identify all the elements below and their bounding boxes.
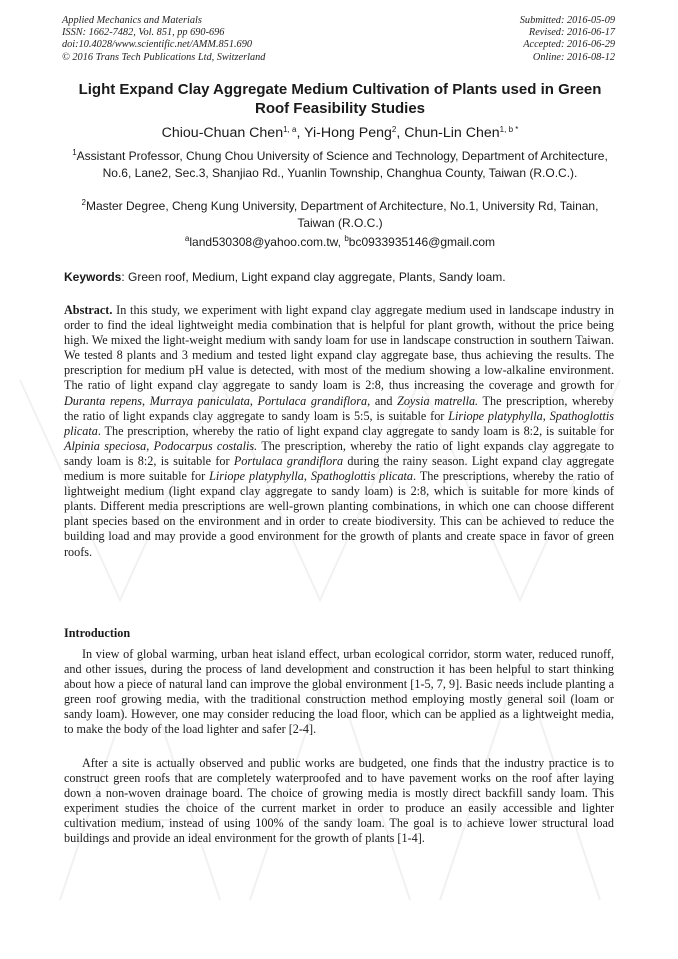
author-emails	[64, 234, 616, 250]
species-name: Podocarpus costalis.	[153, 438, 258, 453]
affiliation-2	[64, 198, 616, 231]
email-marker: a	[184, 234, 190, 243]
intro-paragraph-2: After a site is actually observed and public works are budgeted, one finds that the industry practice is to construct green roofs that are completely waterproofed and to have pavement works on the roof after laying down a non-woven drainage board. The choice of growing media is mostly direct backfill sandy loam. This experiment studies the choice of the current market in order to produce an easily accessible and lighter cultivation medium, instead of using 100% of the sandy loam. The goal is to achieve lower structural load buildings and provide an ideal environment for the growth of plants [1-4].	[64, 756, 614, 846]
author-affiliation-marker: 1, a	[283, 125, 297, 134]
abstract-text: ,	[249, 393, 258, 408]
abstract-text: . The prescription, whereby the ratio of light expand clay aggregate to sandy loam is 8:2, is suitable for	[97, 423, 614, 438]
abstract-text: during the rainy season. Light expand clay aggregate medium is more suitable for	[64, 453, 614, 484]
email-marker: b	[344, 234, 349, 243]
species-name: Liriope platyphylla	[209, 469, 304, 484]
author-name: Chun-Lin Chen	[404, 125, 500, 141]
abstract-label: Abstract.	[64, 303, 113, 317]
abstract-body	[64, 303, 614, 559]
abstract-text: ,	[142, 393, 150, 408]
email-address: land530308@yahoo.com.tw,	[189, 235, 345, 249]
species-name: Duranta repens	[64, 393, 142, 408]
date-submitted: Submitted: 2016-05-09	[519, 15, 615, 26]
author-affiliation-marker: 1, b *	[499, 125, 519, 134]
intro-paragraph-1: In view of global warming, urban heat island effect, urban ecological corridor, storm water, reduced runoff, and other issues, during the process of land development and construction it has been helpful to start thinking about how a piece of natural land can improve the global environment [1-5, 7, 9]. Basic needs include planting a green roof growing media, with the traditional construction method employing mostly general soil (loam or sandy loam). However, one may consider reducing the load floor, which can be applied as a lightweight media, to make the body of the load lighter and safer [2-4].	[64, 647, 614, 737]
submission-dates	[520, 15, 615, 64]
keywords	[64, 269, 616, 285]
abstract-text: The prescription, whereby the ratio of light expands clay aggregate to sandy loam is 8:2, is suitable for	[64, 438, 615, 468]
journal-info	[62, 15, 265, 64]
author-list	[64, 124, 616, 142]
species-name: Spathoglottis plicata	[64, 408, 614, 438]
abstract-text: ,	[146, 438, 154, 453]
species-name: Murraya paniculata	[149, 393, 250, 408]
affiliation-marker: 1	[72, 148, 77, 157]
abstract-text: , and	[367, 393, 398, 408]
species-name: Zoysia matrella.	[397, 393, 479, 408]
author-name: Chiou-Chuan Chen	[161, 125, 284, 141]
keywords-text: : Green roof, Medium, Light expand clay aggregate, Plants, Sandy loam.	[121, 270, 506, 284]
date-revised: Revised: 2016-06-17	[528, 27, 615, 39]
affiliation-1	[64, 148, 616, 181]
email-address: bc0933935146@gmail.com	[348, 235, 496, 249]
author-name: Yi-Hong Peng	[304, 125, 392, 141]
species-name: Alpinia speciosa	[64, 438, 147, 453]
abstract-text: In this study, we experiment with light expand clay aggregate medium used in landscape industry in order to find the ideal lightweight media combination that is helpful for plant growth, without the price being high. We mixed the light-weight medium with sandy loam for use in landscape construction in southern Taiwan. We tested 8 plants and 3 medium and tested light expand clay aggregate base, thus achieving the results. The prescription for medium pH value is detected, with most of the medium showing a low-alkaline environment. The ratio of light expand clay aggregate to sandy loam is 2:8, thus increasing the coverage and growth for	[64, 303, 614, 393]
affiliation-text: Master Degree, Cheng Kung University, Department of Architecture, No.1, University Rd, Tainan, Taiwan (R.O.C.)	[85, 199, 599, 230]
affiliation-marker: 2	[81, 198, 86, 207]
species-name: Portulaca grandiflora	[233, 453, 344, 468]
author-affiliation-marker: 2	[391, 125, 397, 134]
journal-copyright: © 2016 Trans Tech Publications Ltd, Switzerland	[62, 51, 266, 63]
abstract-text: The prescription, whereby the ratio of light expands clay aggregate to sandy loam is 5:5, is suitable for	[64, 393, 614, 423]
species-name: Liriope platyphylla	[448, 408, 543, 423]
journal-issn: ISSN: 1662-7482, Vol. 851, pp 690-696	[62, 27, 225, 39]
abstract-text: ,	[542, 408, 550, 423]
paper-title: Light Expand Clay Aggregate Medium Cultivation of Plants used in Green Roof Feasibility Studies	[78, 81, 602, 117]
affiliation-text: Assistant Professor, Chung Chou University of Science and Technology, Department of Architecture, No.6, Lane2, Sec.3, Shanjiao Rd., Yuanlin Township, Changhua County, Taiwan (R.O.C.).	[76, 149, 608, 180]
author-separator: ,	[296, 125, 305, 141]
author-separator: ,	[396, 125, 405, 141]
abstract-text: ,	[303, 469, 311, 484]
date-accepted: Accepted: 2016-06-29	[523, 39, 615, 51]
journal-doi: doi:10.4028/www.scientific.net/AMM.851.690	[62, 39, 252, 51]
abstract-text: . The prescriptions, whereby the ratio of lightweight medium (light expand clay aggregate to sandy loam) is 2:8, which is suitable for more kinds of plants. Different media prescriptions are well-grown planting combinations, in which one can choose different plant species based on the environment and in order to create biodiversity. This can be achieved to reduce the building load and may provide a good environment for the growth of plants and create space in favor of green roofs.	[64, 469, 614, 559]
journal-name: Applied Mechanics and Materials	[62, 15, 202, 26]
species-name: Portulaca grandiflora	[257, 393, 368, 408]
section-heading-introduction: Introduction	[64, 626, 131, 640]
date-online: Online: 2016-08-12	[532, 51, 615, 63]
species-name: Spathoglottis plicata	[310, 469, 414, 484]
keywords-label: Keywords	[64, 270, 122, 284]
abstract	[64, 303, 614, 560]
